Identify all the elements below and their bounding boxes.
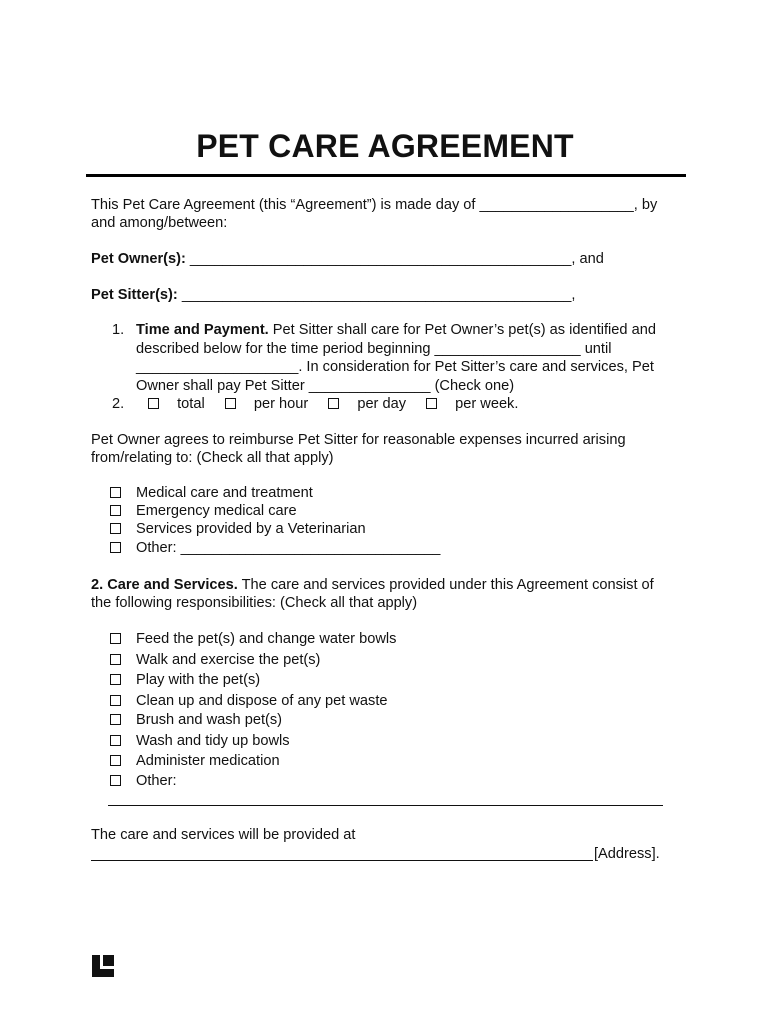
service-item xyxy=(110,651,321,669)
service-checkbox[interactable] xyxy=(110,755,121,766)
service-item xyxy=(110,630,397,648)
service-label: Wash and tidy up bowls xyxy=(136,733,290,749)
payment-per-hour-label: per hour xyxy=(253,396,309,412)
section-1-number: 1. xyxy=(112,322,125,338)
service-label: Play with the pet(s) xyxy=(136,672,261,688)
section-2-line-1 xyxy=(91,576,654,595)
reimburse-line-2: from/relating to: (Check all that apply) xyxy=(91,450,334,466)
section-1-heading: Time and Payment. xyxy=(136,322,269,338)
service-item xyxy=(110,692,388,710)
document-title: PET CARE AGREEMENT xyxy=(196,128,574,164)
expense-label: Other: ________________________________ xyxy=(136,540,441,556)
service-item xyxy=(110,752,280,770)
intro-line-2: and among/between: xyxy=(91,215,228,231)
expense-item xyxy=(110,502,297,520)
section-1 xyxy=(112,321,656,414)
expense-checkbox[interactable] xyxy=(110,487,121,498)
service-item xyxy=(110,671,261,689)
payment-total-checkbox[interactable] xyxy=(148,398,159,409)
location-line: The care and services will be provided at xyxy=(91,827,356,843)
expense-item xyxy=(110,484,313,502)
section-2-heading: 2. Care and Services. xyxy=(91,577,238,593)
expense-checkbox[interactable] xyxy=(110,542,121,553)
service-item xyxy=(110,711,283,729)
section-1-line-1: Pet Sitter shall care for Pet Owner’s pet(s) as identified and xyxy=(268,322,656,338)
expense-item xyxy=(110,520,366,538)
expense-checkbox[interactable] xyxy=(110,505,121,516)
payment-per-week-label: per week. xyxy=(455,396,519,412)
expense-label: Medical care and treatment xyxy=(136,485,313,501)
intro-line-1: This Pet Care Agreement (this “Agreement”) is made day of ___________________, by xyxy=(91,197,658,213)
payment-per-week-checkbox[interactable] xyxy=(426,398,437,409)
address-blank-line[interactable] xyxy=(91,860,593,861)
service-label: Walk and exercise the pet(s) xyxy=(136,652,321,668)
payment-per-day-checkbox[interactable] xyxy=(328,398,339,409)
other-services-blank-line[interactable] xyxy=(108,805,663,806)
section-1-item xyxy=(112,321,656,395)
payment-options-row xyxy=(112,395,656,414)
section-1-line-4: Owner shall pay Pet Sitter _______________ (Check one) xyxy=(136,377,515,394)
service-label: Other: xyxy=(136,773,177,789)
document-logo-icon xyxy=(92,955,114,977)
pet-sitter-blank[interactable]: ________________________________________________, xyxy=(177,287,576,303)
section-1-line-3: ____________________. In consideration for Pet Sitter’s care and services, Pet xyxy=(136,359,654,375)
section-2-text: The care and services provided under this Agreement consist of xyxy=(237,577,654,593)
service-checkbox[interactable] xyxy=(110,714,121,725)
service-checkbox[interactable] xyxy=(110,674,121,685)
expense-label: Emergency medical care xyxy=(136,503,297,519)
pet-owner-line xyxy=(91,250,604,269)
address-label: [Address]. xyxy=(594,846,660,862)
payment-row-number: 2. xyxy=(112,396,125,412)
service-label: Administer medication xyxy=(136,753,280,769)
service-label: Clean up and dispose of any pet waste xyxy=(136,693,388,709)
service-checkbox[interactable] xyxy=(110,775,121,786)
section-1-line-2: described below for the time period beginning __________________ until xyxy=(136,340,612,357)
service-checkbox[interactable] xyxy=(110,654,121,665)
section-2-line-2: the following responsibilities: (Check all that apply) xyxy=(91,595,418,611)
title-rule xyxy=(86,174,686,177)
reimburse-line-1: Pet Owner agrees to reimburse Pet Sitter for reasonable expenses incurred arising xyxy=(91,432,626,448)
service-checkbox[interactable] xyxy=(110,695,121,706)
expense-checkbox[interactable] xyxy=(110,523,121,534)
expense-label: Services provided by a Veterinarian xyxy=(136,521,366,537)
pet-owner-blank[interactable]: _______________________________________________, and xyxy=(185,251,604,267)
payment-total-label: total xyxy=(177,396,205,412)
service-checkbox[interactable] xyxy=(110,633,121,644)
service-item xyxy=(110,732,290,750)
pet-sitter-line xyxy=(91,286,575,305)
pet-sitter-label: Pet Sitter(s): xyxy=(91,287,178,303)
pet-owner-label: Pet Owner(s): xyxy=(91,251,186,267)
payment-per-hour-checkbox[interactable] xyxy=(225,398,236,409)
payment-per-day-label: per day xyxy=(357,396,407,412)
service-checkbox[interactable] xyxy=(110,735,121,746)
expense-item xyxy=(110,539,441,557)
service-item xyxy=(110,772,177,790)
service-label: Feed the pet(s) and change water bowls xyxy=(136,631,397,647)
service-label: Brush and wash pet(s) xyxy=(136,712,283,728)
